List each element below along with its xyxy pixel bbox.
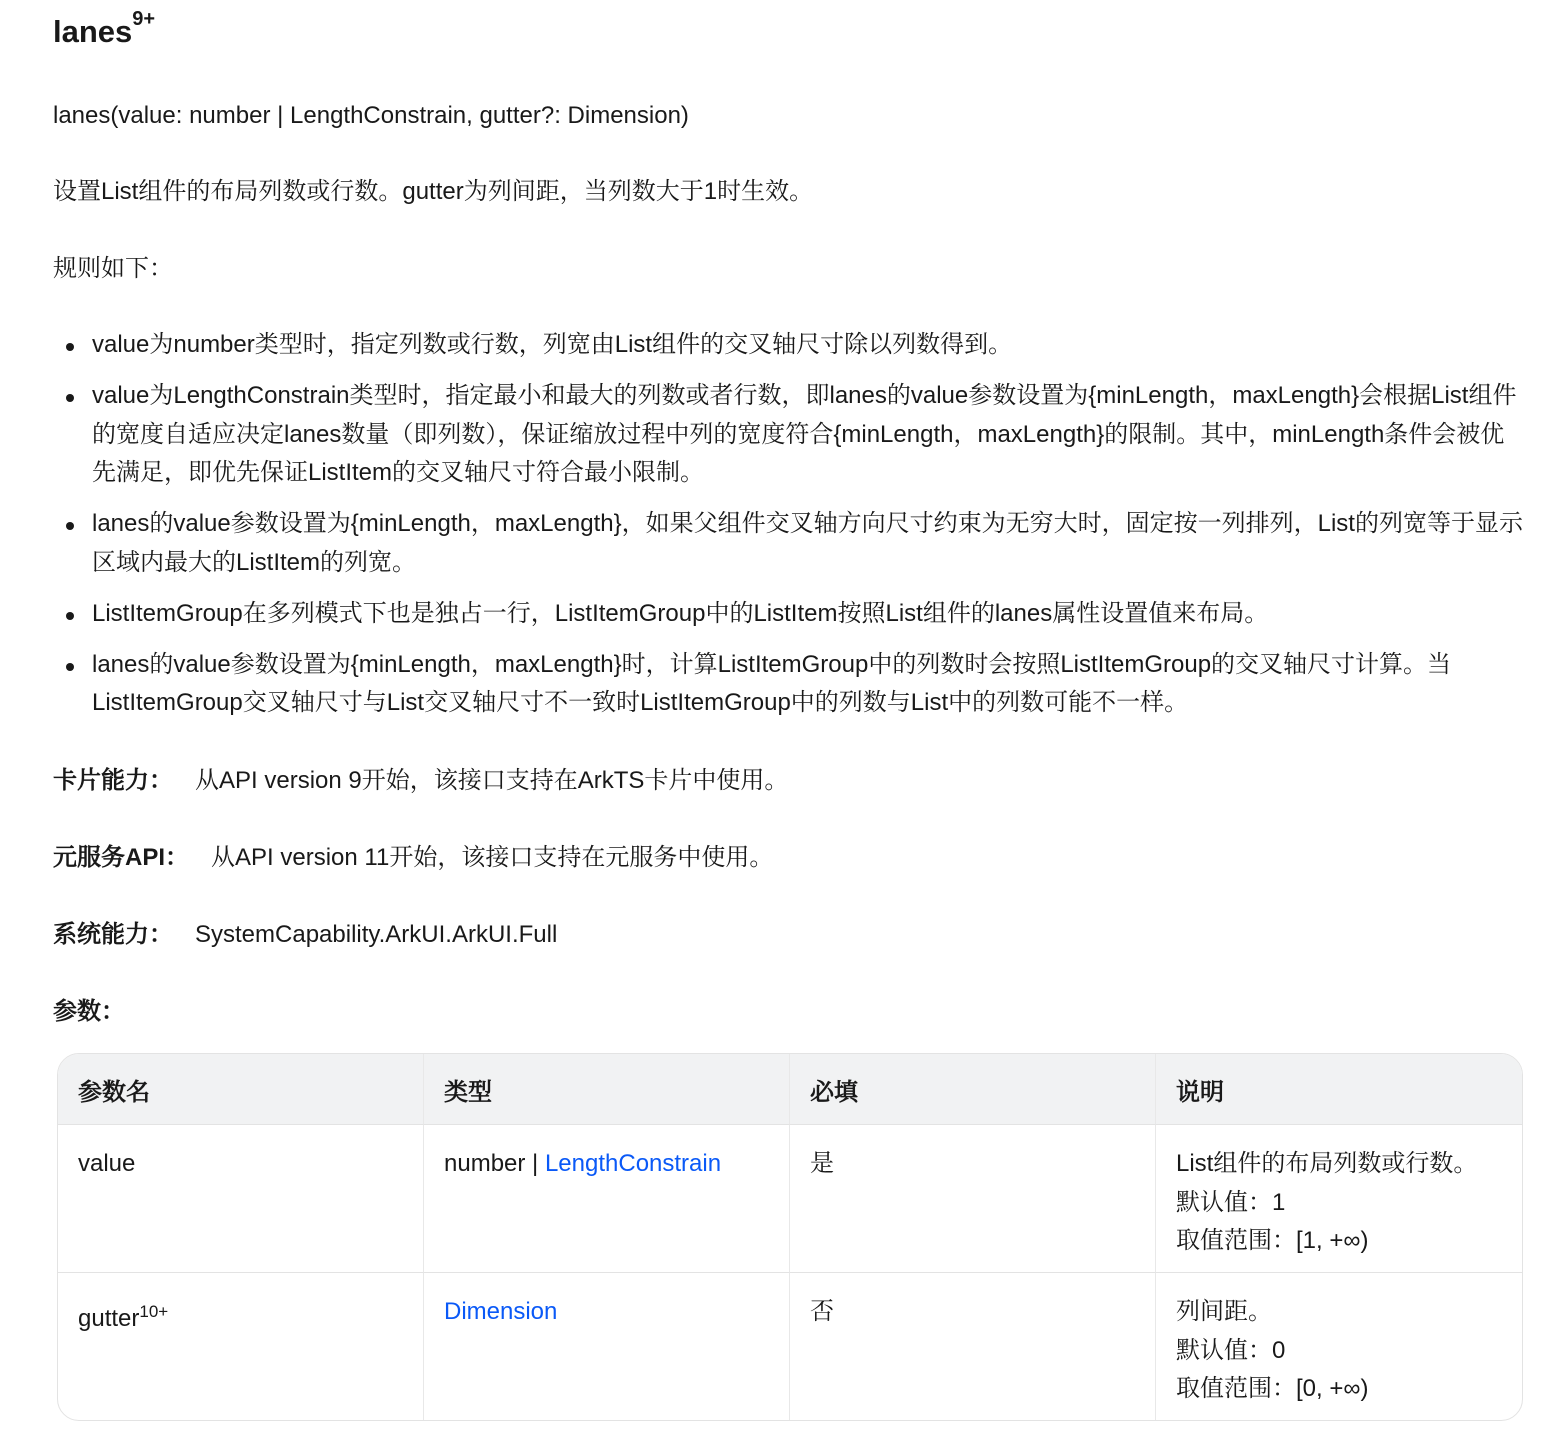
desc-line: List组件的布局列数或行数。 <box>1176 1150 1478 1177</box>
params-table <box>57 1053 1523 1421</box>
param-description <box>1156 1272 1522 1420</box>
header-required: 必填 <box>790 1054 1156 1124</box>
param-type <box>424 1272 790 1420</box>
list-item: ListItemGroup在多列模式下也是独占一行，ListItemGroup中的ListItem按照List组件的lanes属性设置值来布局。 <box>92 595 1523 634</box>
list-item: lanes的value参数设置为{minLength，maxLength}，如果父组件交叉轴方向尺寸约束为无穷大时，固定按一列排列，List的列宽等于显示区域内最大的ListItem的列宽。 <box>92 505 1523 582</box>
value-range: 取值范围：[1, +∞) <box>1176 1227 1369 1254</box>
param-name-text: value <box>78 1150 136 1177</box>
table-row <box>58 1272 1522 1420</box>
default-value: 默认值：0 <box>1176 1336 1286 1364</box>
list-item: value为number类型时，指定列数或行数，列宽由List组件的交叉轴尺寸除以列数得到。 <box>92 326 1523 365</box>
param-description <box>1156 1124 1522 1272</box>
default-value: 默认值：1 <box>1176 1188 1286 1216</box>
param-name <box>58 1124 424 1272</box>
syscap-label: 系统能力： <box>53 921 173 948</box>
lengthconstrain-link[interactable]: LengthConstrain <box>544 1150 722 1177</box>
list-item: value为LengthConstrain类型时，指定最小和最大的列数或者行数，即lanes的value参数设置为{minLength，maxLength}会根据List组件的宽度自适应决定lanes数量（即列数），保证缩放过程中列的宽度符合{minLength，maxLength}的限制。其中，minLength条件会被优先满足，即优先保证ListItem的交叉轴尺寸符合最小限制。 <box>92 377 1523 493</box>
dimension-link[interactable]: Dimension <box>444 1298 558 1325</box>
table-header-row <box>58 1054 1522 1124</box>
card-value: 从API version 9开始，该接口支持在ArkTS卡片中使用。 <box>195 767 789 794</box>
api-signature: lanes(value: number | LengthConstrain, gutter?: Dimension) <box>53 102 689 129</box>
system-capability <box>53 916 557 954</box>
version-sup: 10+ <box>139 1302 169 1321</box>
rules-list <box>53 326 1523 735</box>
list-item: lanes的value参数设置为{minLength，maxLength}时，计算ListItemGroup中的列数时会按照ListItemGroup的交叉轴尺寸计算。当ListItemGroup交叉轴尺寸与List交叉轴尺寸不一致时ListItemGroup中的列数与List中的列数可能不一样。 <box>92 646 1523 723</box>
param-required: 是 <box>790 1124 1156 1272</box>
params-heading: 参数： <box>53 998 125 1025</box>
atomic-label: 元服务API： <box>53 844 190 871</box>
desc-line: 列间距。 <box>1176 1298 1272 1325</box>
param-name <box>58 1272 424 1420</box>
param-required: 否 <box>790 1272 1156 1420</box>
description: 设置List组件的布局列数或行数。gutter为列间距，当列数大于1时生效。 <box>53 178 814 205</box>
card-capability <box>53 762 788 800</box>
type-text: number | <box>444 1150 545 1177</box>
header-description: 说明 <box>1156 1054 1522 1124</box>
card-label: 卡片能力： <box>53 767 173 794</box>
header-type: 类型 <box>424 1054 790 1124</box>
table-row <box>58 1124 1522 1272</box>
rules-heading: 规则如下： <box>53 255 173 282</box>
header-name: 参数名 <box>58 1054 424 1124</box>
param-name-text: gutter <box>78 1305 140 1332</box>
title-text: lanes <box>53 14 133 49</box>
atomic-service <box>53 839 773 877</box>
param-type <box>424 1124 790 1272</box>
atomic-value: 从API version 11开始，该接口支持在元服务中使用。 <box>211 844 774 871</box>
syscap-value: SystemCapability.ArkUI.ArkUI.Full <box>195 921 558 948</box>
section-title <box>53 8 156 50</box>
value-range: 取值范围：[0, +∞) <box>1176 1375 1369 1402</box>
version-sup: 9+ <box>132 8 156 30</box>
